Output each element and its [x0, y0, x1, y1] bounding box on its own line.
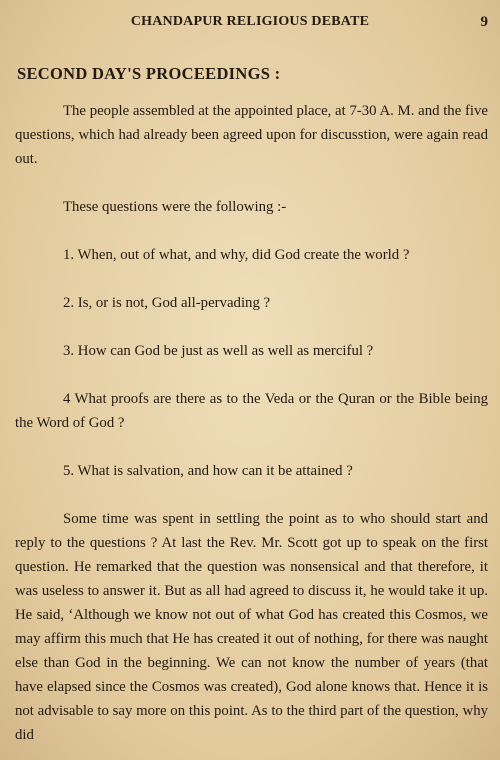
questions-lead-paragraph: These questions were the following :- — [63, 199, 287, 215]
page-number: 9 — [480, 14, 488, 30]
intro-paragraph: The people assembled at the appointed place, at 7-30 A. M. and the five questions, which had already been agreed upon for discusstion, were again read out. — [15, 103, 488, 167]
question-3: 3. How can God be just as well as well as merciful ? — [63, 343, 374, 359]
discussion-paragraph: Some time was spent in settling the point as to who should start and reply to the questions ? At last the Rev. Mr. Scott got up to speak on the first question. He remarked that the question was nonsensical and that therefore, it was useless to answer it. But as all had agreed to discuss it, he would take it up. He said, ‘Although we know not out of what God has created this Cosmos, we may affirm this much that He has created it out of nothing, for there was naught else than God in the beginning. We can not know the number of years (that have elapsed since the Cosmos was created), God alone knows that. Hence it is not advisable to say more on this point. As to the third part of the question, why did — [15, 511, 488, 743]
running-title: CHANDAPUR RELIGIOUS DEBATE — [130, 14, 370, 29]
body-text — [15, 99, 488, 747]
question-2: 2. Is, or is not, God all-pervading ? — [63, 295, 271, 311]
question-5: 5. What is salvation, and how can it be attained ? — [63, 463, 353, 479]
question-1: 1. When, out of what, and why, did God create the world ? — [63, 247, 410, 263]
section-heading: SECOND DAY'S PROCEEDINGS : — [17, 64, 281, 83]
question-4: 4 What proofs are there as to the Veda or the Quran or the Bible being the Word of God ? — [15, 391, 488, 431]
